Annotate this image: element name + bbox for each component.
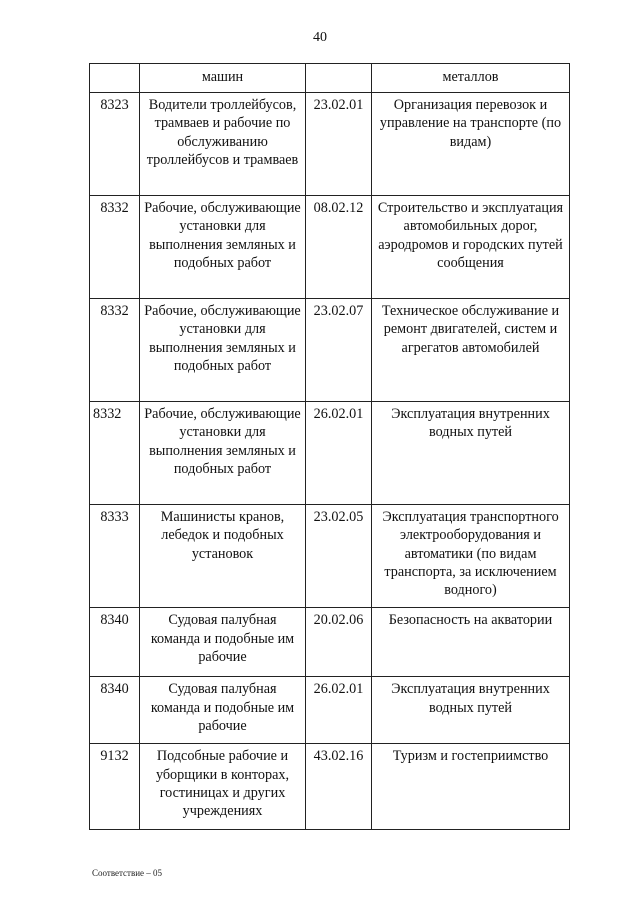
occupations-table xyxy=(89,63,570,830)
specialty-code: 26.02.01 xyxy=(306,402,372,505)
table-row xyxy=(90,196,570,299)
occupation-name: Рабочие, обслуживающие установки для выполнения земляных и подобных работ xyxy=(140,402,306,505)
table-row xyxy=(90,93,570,196)
specialty-code: 08.02.12 xyxy=(306,196,372,299)
specialty-code: 26.02.01 xyxy=(306,677,372,744)
occupation-name: Машинисты кранов, лебедок и подобных установок xyxy=(140,505,306,608)
occupation-code: 9132 xyxy=(90,744,140,829)
occupation-code: 8340 xyxy=(90,677,140,744)
page-number: 40 xyxy=(313,30,327,45)
occupation-code: 8332 xyxy=(90,196,140,299)
specialty-name: Техническое обслуживание и ремонт двигателей, систем и агрегатов автомобилей xyxy=(372,299,570,402)
specialty-code: 43.02.16 xyxy=(306,744,372,829)
specialty-name: Туризм и гостеприимство xyxy=(372,744,570,829)
specialty-name: Строительство и эксплуатация автомобильных дорог, аэродромов и городских путей сообщения xyxy=(372,196,570,299)
footer-note: Соответствие – 05 xyxy=(92,868,163,878)
occupation-code: 8333 xyxy=(90,505,140,608)
occupation-name: Рабочие, обслуживающие установки для выполнения земляных и подобных работ xyxy=(140,196,306,299)
occupation-code: 8340 xyxy=(90,608,140,677)
occupation-name: Подсобные рабочие и уборщики в конторах, гостиницах и других учреждениях xyxy=(140,744,306,829)
occupation-code: 8323 xyxy=(90,93,140,196)
header-code-cell xyxy=(90,64,140,93)
specialty-name: Организация перевозок и управление на транспорте (по видам) xyxy=(372,93,570,196)
occupation-code: 8332 xyxy=(90,299,140,402)
occupation-name: Рабочие, обслуживающие установки для выполнения земляных и подобных работ xyxy=(140,299,306,402)
specialty-name: Безопасность на акватории xyxy=(372,608,570,677)
specialty-name: Эксплуатация транспортного электрооборудования и автоматики (по видам транспорта, за исключением водного) xyxy=(372,505,570,608)
header-occupation-cell: машин xyxy=(140,64,306,93)
table-row xyxy=(90,744,570,829)
table-row xyxy=(90,299,570,402)
table-header-row xyxy=(90,64,570,93)
occupation-name: Водители троллейбусов, трамваев и рабочие по обслуживанию троллейбусов и трамваев xyxy=(140,93,306,196)
table-row xyxy=(90,402,570,505)
header-specialty-cell: металлов xyxy=(372,64,570,93)
occupation-name: Судовая палубная команда и подобные им рабочие xyxy=(140,608,306,677)
header-spec-code-cell xyxy=(306,64,372,93)
specialty-code: 23.02.05 xyxy=(306,505,372,608)
table-row xyxy=(90,608,570,677)
table-row xyxy=(90,505,570,608)
specialty-code: 20.02.06 xyxy=(306,608,372,677)
specialty-name: Эксплуатация внутренних водных путей xyxy=(372,402,570,505)
specialty-code: 23.02.07 xyxy=(306,299,372,402)
occupation-code: 8332 xyxy=(90,402,140,505)
occupation-name: Судовая палубная команда и подобные им рабочие xyxy=(140,677,306,744)
table-row xyxy=(90,677,570,744)
specialty-code: 23.02.01 xyxy=(306,93,372,196)
specialty-name: Эксплуатация внутренних водных путей xyxy=(372,677,570,744)
